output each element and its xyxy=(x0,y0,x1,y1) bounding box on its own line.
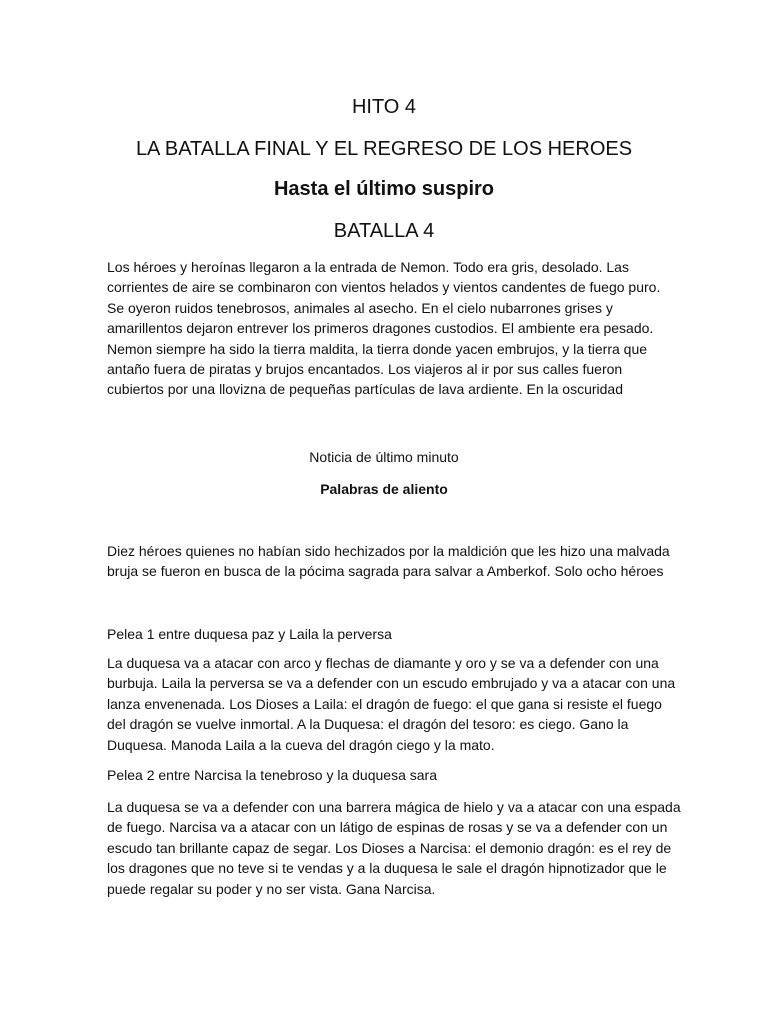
fight2-paragraph xyxy=(107,797,681,899)
section-heading: BATALLA 4 xyxy=(333,220,435,242)
heroes-paragraph xyxy=(107,541,670,582)
milestone-heading: HITO 4 xyxy=(351,96,417,118)
fight1-paragraph xyxy=(107,653,676,755)
fight2-line: puede regalar su poder y no ser vista. Gana Narcisa. xyxy=(107,880,436,897)
fight1-line: del dragón se vuelve inmortal. A la Duquesa: el dragón del tesoro: es ciego. Gano la xyxy=(107,716,629,733)
document-title: LA BATALLA FINAL Y EL REGRESO DE LOS HEROES xyxy=(135,138,633,160)
fight2-line: escudo tan brillante capaz de segar. Los Dioses a Narcisa: el demonio dragón: es el rey de xyxy=(107,839,672,856)
fight1-line: Duquesa. Manoda Laila a la cueva del dragón ciego y la mato. xyxy=(107,736,495,753)
fight1-line: burbuja. Laila la perversa se va a defender con un escudo embrujado y va a atacar con una xyxy=(107,675,676,692)
fight2-line: los dragones que no teve si te vendas y a la duquesa le sale el dragón hipnotizador que le xyxy=(107,860,667,877)
fight2-line: La duquesa se va a defender con una barrera mágica de hielo y va a atacar con una espada xyxy=(107,799,681,815)
intro-line: antaño fuera de piratas y brujos encantados. Los viajeros al ir por sus calles fueron xyxy=(107,361,623,378)
fight2-title: Pelea 2 entre Narcisa la tenebroso y la duquesa sara xyxy=(107,767,437,783)
news-label: Noticia de último minuto xyxy=(309,449,459,465)
heroes-line: Diez héroes quienes no habían sido hechizados por la maldición que les hizo una malvada xyxy=(107,543,670,559)
heroes-line: bruja se fueron en busca de la pócima sagrada para salvar a Amberkof. Solo ocho héroes xyxy=(107,563,664,580)
fight2-line: de fuego. Narcisa va a atacar con un látigo de espinas de rosas y se va a defender con un xyxy=(107,819,668,836)
intro-line: Nemon siempre ha sido la tierra maldita, la tierra donde yacen embrujos, y la tierra que xyxy=(107,340,648,357)
intro-line: Los héroes y heroínas llegaron a la entrada de Nemon. Todo era gris, desolado. Las xyxy=(107,259,629,275)
intro-line: cubiertos por una llovizna de pequeñas partículas de lava ardiente. En la oscuridad xyxy=(107,381,623,398)
document-subtitle: Hasta el último suspiro xyxy=(273,178,495,200)
intro-paragraph xyxy=(107,257,667,400)
intro-line: amarillentos dejaron entrever los primeros dragones custodios. El ambiente era pesado. xyxy=(107,320,654,337)
fight1-line: La duquesa va a atacar con arco y flechas de diamante y oro y se va a defender con una xyxy=(107,655,659,671)
intro-line: Se oyeron ruidos tenebrosos, animales al asecho. En el cielo nubarrones grises y xyxy=(107,299,613,316)
fight1-line: lanza envenenada. Los Dioses a Laila: el dragón de fuego: el que gana si resiste el fuego xyxy=(107,695,662,712)
news-title: Palabras de aliento xyxy=(320,481,448,497)
fight1-title: Pelea 1 entre duquesa paz y Laila la perversa xyxy=(107,626,392,642)
intro-line: corrientes de aire se combinaron con vientos helados y vientos candentes de fuego puro. xyxy=(107,279,661,296)
